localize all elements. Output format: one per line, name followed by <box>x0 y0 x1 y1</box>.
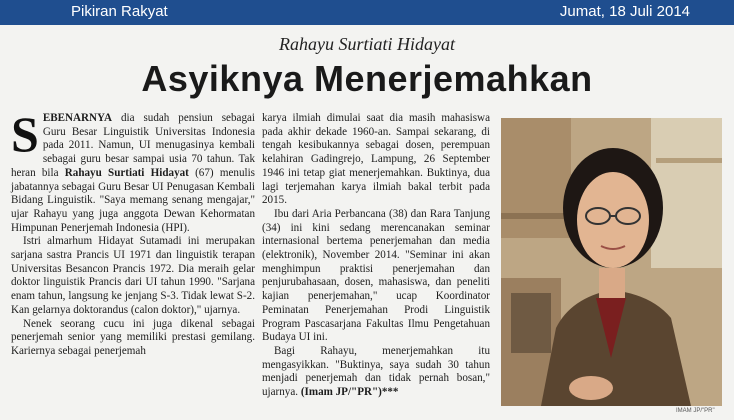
byline: (Imam JP/"PR")*** <box>300 386 399 399</box>
author-line: Rahayu Surtiati Hidayat <box>279 34 455 54</box>
photo-credit: IMAM JP/"PR" <box>676 408 715 414</box>
paragraph-text: (67) menulis jabatannya sebagai Guru Besar UI Penugasan Kembali Bidang Linguistik. "Saya memang senang mengajar," ujar Rahayu yang juga anggota Dewan Kehormatan Himpunan Penerjemah Indonesia (HPI). <box>11 166 255 234</box>
publication-date: Jumat, 18 Juli 2014 <box>559 3 690 20</box>
top-bar <box>0 0 734 25</box>
publication-name: Pikiran Rakyat <box>71 3 168 20</box>
drop-cap: S <box>11 106 39 162</box>
article-headline: Asyiknya Menerjemahkan <box>141 58 593 99</box>
portrait-photo <box>501 118 722 406</box>
paragraph <box>11 106 255 235</box>
paragraph-text: Bagi Rahayu, menerjemahkan itu mengasyikkan. "Buktinya, saya sudah 30 tahun menjadi penerjemah dan tidak pernah bosan," ujarnya. <box>262 344 490 399</box>
paragraph <box>262 345 490 400</box>
paragraph-text: dia sudah pensiun sebagai Guru Besar Linguistik Universitas Indonesia pada 2011. Namun, UI menugasinya kembali sebagai guru besar sampai usia 70 tahun. Tak heran bila <box>11 112 255 179</box>
paragraph: Nenek seorang cucu ini juga dikenal sebagai penerjemah senior yang memiliki prestasi gemilang. Kariernya sebagai penerjemah <box>11 317 255 357</box>
lead-word: EBENARNYA <box>42 112 113 124</box>
portrait-illustration <box>501 118 722 406</box>
article-column-1 <box>11 106 255 359</box>
article-column-2 <box>262 112 490 400</box>
paragraph: Ibu dari Aria Perbancana (38) dan Rara Tanjung (34) ini kini sedang merencanakan seminar internasional bertema penerjemahan dan media (elektronik), November 2014. "Seminar ini akan menghimpun praktisi penerjemahan dan penjurubahasaan, dosen, mahasiswa, dan peneliti kajian penerjemahan," ucap Koordinator Peminatan Penerjemahan Prodi Linguistik Program Pascasarjana Fakultas Ilmu Pengetahuan Budaya UI ini. <box>262 207 490 344</box>
paragraph: Istri almarhum Hidayat Sutamadi ini merupakan sarjana sastra Prancis UI 1971 dan linguistik terapan Universitas Besancon Prancis 1972. Dia meraih gelar doktor linguistik Prancis dari UI tahun 1990. "Sarjana enam tahun, langsung ke jenjang S-3. Tidak lewat S-2. Kan gelarnya doktorandus (calon doktor)," ujarnya. <box>11 235 255 316</box>
paragraph: karya ilmiah dimulai saat dia masih mahasiswa pada akhir dekade 1960-an. Sampai sekarang, di tengah kesibukannya sebagai dosen, perempuan kelahiran Gadingrejo, Lampung, 26 September 1946 ini tetap giat menerjemahkan. Buktinya, dua lagi terjemahan karya ilmiah bakal terbit pada 2015. <box>262 112 490 207</box>
person-name: Rahayu Surtiati Hidayat <box>64 166 189 179</box>
